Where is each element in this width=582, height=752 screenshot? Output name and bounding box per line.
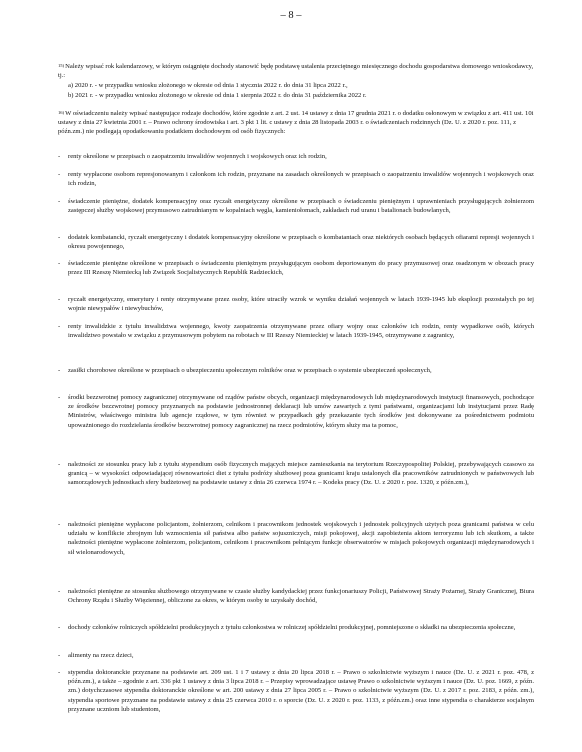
list-item-text: alimenty na rzecz dzieci, [68,652,134,659]
list-item [58,460,534,488]
list-item [58,668,534,714]
list-dash: - [58,521,61,528]
list-item [58,393,534,430]
list-item-text: dochody członków rolniczych spółdzielni produkcyjnych z tytułu członkostwa w rolniczej spółdzielni produkcyjnej, pomniejszone o składki na ubezpieczenia społeczne, [68,624,516,631]
list-item [58,170,534,188]
list-dash: - [58,198,61,205]
list-item-text: świadczenie pieniężne określone w przepisach o świadczeniu pieniężnym przysługującym osobom deportowanym do pracy przymusowej oraz osadzonym w obozach pracy przez III Rzeszę Niemiecką lub Związek Socjalistycznych Republik Radzieckich, [68,260,534,277]
list-item-text: stypendia doktoranckie przyznane na podstawie art. 209 ust. 1 i 7 ustawy z dnia 20 lipca 2018 r. – Prawo o szkolnictwie wyższym i nauce (Dz. U. z 2021 r. poz. 478, z późn.zm.), a także – zgodnie z art. 336 pkt 1 ustawy z dnia 3 lipca 2018 r. – Przepisy wprowadzające ustawę Prawo o szkolnictwie wyższym i nauce (Dz. U. poz. 1669, z późn. zm.) dotychczasowe stypendia doktoranckie określone w art. 200 ustawy z dnia 27 lipca 2005 r. – Prawo o szkolnictwie wyższym (Dz. U. z 2017 r. poz. 2183, z późn. zm.), stypendia sportowe przyznane na podstawie ustawy z dnia 25 czerwca 2010 r. o sporcie (Dz. U. z 2020 r. poz. 1133, z późn.zm.) oraz inne stypendia o charakterze socjalnym przyznane uczniom lub studentom, [68,669,534,713]
footnote-15-item-a: a) 2020 r. - w przypadku wniosku złożonego w okresie od dnia 1 stycznia 2022 r. do dnia 31 lipca 2022 r., [68,82,348,89]
footnote-15-number: 15) [58,63,65,68]
list-item [58,233,534,251]
footnote-15-text: Należy wpisać rok kalendarzowy, w którym osiągnięte dochody stanowić będę podstawę ustalenia przeciętnego miesięcznego dochodu gospodarstwa domowego wnioskodawcy, tj.: [58,63,534,79]
list-dash: - [58,260,61,267]
list-item [58,520,534,557]
list-dash: - [58,669,61,676]
list-dash: - [58,153,61,160]
list-dash: - [58,296,61,303]
list-dash: - [58,234,61,241]
list-item-text: zasiłki chorobowe określone w przepisach o ubezpieczeniu społecznym rolników oraz w przepisach o systemie ubezpieczeń społecznych, [68,367,432,374]
list-item [58,197,534,215]
list-item [58,623,534,632]
list-item [58,587,534,605]
list-dash: - [58,367,61,374]
list-item [58,322,534,340]
list-item [58,366,534,375]
list-dash: - [58,323,61,330]
list-item-text: ryczałt energetyczny, emerytury i renty otrzymywane przez osoby, które utraciły wzrok w wyniku działań wojennych w latach 1939-1945 lub eksplozji pozostałych po tej wojnie niewypałów i niewybuchów, [68,296,534,313]
footnote-16 [58,109,536,136]
list-dash: - [58,171,61,178]
list-item-text: renty wypłacone osobom represjonowanym i członkom ich rodzin, przyznane na zasadach określonych w przepisach o zaopatrzeniu inwalidów wojennych i wojskowych oraz ich rodzin, [68,171,534,188]
list-dash: - [58,652,61,659]
list-item-text: renty inwalidzkie z tytułu inwalidztwa wojennego, kwoty zaopatrzenia otrzymywane przez ofiary wojny oraz członków ich rodzin, renty wypadkowe osób, których inwalidztwo powstało w związku z przymusowym pobytem na robotach w III Rzeszy Niemieckiej w latach 1939-1945, otrzymywane z zagranicy, [68,323,534,340]
list-item [58,259,534,277]
list-item-text: należności pieniężne wypłacone policjantom, żołnierzom, celnikom i pracownikom jednostek wojskowych i jednostek policyjnych użytych poza granicami państwa w celu udziału w konflikcie zbrojnym lub wzmocnienia sił państwa albo państw sojuszniczych, misji pokojowej, akcji zapobieżenia aktom terroryzmu lub ich skutkom, a także należności pieniężne wypłacone żołnierzom, policjantom, celnikom i pracownikom pełniącym funkcje obserwatorów w misjach pokojowych organizacji międzynarodowych i sił wielonarodowych, [68,521,534,556]
footnote-16-number: 16) [58,110,65,115]
footnote-15 [58,62,536,100]
footnote-16-text: W oświadczeniu należy wpisać następujące rodzaje dochodów, które zgodnie z art. 2 ust. 14 ustawy z dnia 17 grudnia 2021 r. o dodatku osłonowym w związku z art. 411 ust. 10i ustawy z dnia 27 kwietnia 2001 r. – Prawo ochrony środowiska i art. 3 pkt 1 lit. c ustawy z dnia 28 listopada 2003 r. o świadczeniach rodzinnych (Dz. U. z 2020 r. poz. 111, z późn.zm.) nie podlegają opodatkowaniu podatkiem dochodowym od osób fizycznych: [58,110,534,135]
list-item [58,152,534,161]
list-item [58,651,534,660]
list-item-text: świadczenie pieniężne, dodatek kompensacyjny oraz ryczałt energetyczny określone w przepisach o świadczeniu pieniężnym i uprawnieniach przysługujących żołnierzom zastępczej służby wojskowej przymusowo zatrudnianym w kopalniach węgla, kamieniołomach, zakładach rud uranu i batalionach budowlanych, [68,198,534,215]
list-item-text: dodatek kombatancki, ryczałt energetyczny i dodatek kompensacyjny określone w przepisach o kombatantach oraz niektórych osobach będących ofiarami represji wojennych i okresu powojennego, [68,234,534,251]
footnote-15-item-b: b) 2021 r. - w przypadku wniosku złożonego w okresie od dnia 1 sierpnia 2022 r. do dnia 31 października 2022 r. [68,92,367,99]
list-dash: - [58,461,61,468]
list-dash: - [58,588,61,595]
list-dash: - [58,624,61,631]
list-item-text: należności ze stosunku pracy lub z tytułu stypendium osób fizycznych mających miejsce zamieszkania na terytorium Rzeczypospolitej Polskiej, przebywających czasowo za granicą – w wysokości odpowiadającej równowartości diet z tytułu podróży służbowej poza granicami kraju ustalonych dla pracowników zatrudnionych w państwowych lub samorządowych jednostkach sfery budżetowej na podstawie ustawy z dnia 26 czerwca 1974 r. – Kodeks pracy (Dz. U. z 2020 r. poz. 1320, z późn.zm.), [68,461,534,487]
list-item-text: renty określone w przepisach o zaopatrzeniu inwalidów wojennych i wojskowych oraz ich rodzin, [68,153,327,160]
page-number: – 8 – [280,10,302,21]
list-item-text: środki bezzwrotnej pomocy zagranicznej otrzymywane od rządów państw obcych, organizacji międzynarodowych lub międzynarodowych instytucji finansowych, pochodzące ze środków bezzwrotnej pomocy przyznanych na podstawie jednostronnej deklaracji lub umów zawartych z tymi państwami, organizacjami lub instytucjami przez Radę Ministrów, właściwego ministra lub agencje rządowe, w tym również w przypadkach gdy przekazanie tych środków jest dokonywane za pośrednictwem podmiotu upoważnionego do rozdzielania środków bezzwrotnej pomocy zagranicznej na rzecz podmiotów, którym służy ma ta pomoc, [68,394,534,429]
list-dash: - [58,394,61,401]
list-item [58,295,534,313]
list-item-text: należności pieniężne ze stosunku służbowego otrzymywane w czasie służby kandydackiej przez funkcjonariuszy Policji, Państwowej Straży Pożarnej, Straży Granicznej, Biura Ochrony Rządu i Służby Więziennej, obliczone za okres, w którym osoby te uzyskały dochód, [68,588,534,605]
